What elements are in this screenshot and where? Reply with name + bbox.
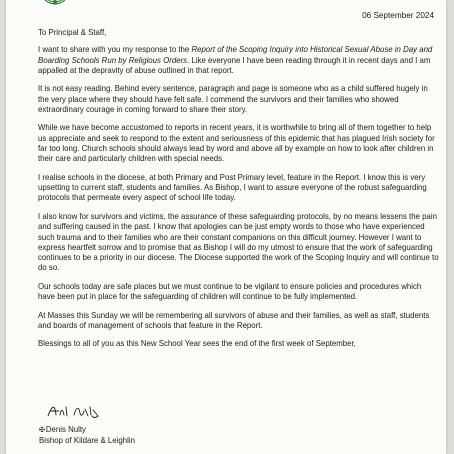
letter-date: 06 September 2024: [362, 11, 434, 20]
paragraph-1: [38, 45, 440, 76]
paragraph-4: I realise schools in the diocese, at both Primary and Post Primary level, feature in the Report. I know this is very upsetting to current staff, students and families. As Bishop, I want to assure everyone of the robust safeguarding protocols that permeate every aspect of school life today.: [38, 172, 427, 203]
signatory-name: [39, 425, 135, 436]
letter-body: [38, 28, 440, 358]
salutation: To Principal & Staff,: [38, 28, 107, 37]
signature-block: [39, 425, 135, 446]
paragraph-8: Blessings to all of you as this New School Year sees the end of the first week of September,: [38, 339, 356, 349]
diocese-crest-logo: [34, 0, 76, 12]
signatory-title: Bishop of Kildare & Leighlin: [39, 436, 135, 445]
paragraph-1-rest: . Like everyone I have been reading through it in recent days and I am appalled at the depravity of abuse outlined in that report.: [38, 55, 431, 75]
paragraph-7: At Masses this Sunday we will be remembering all survivors of abuse and their families, as well as staff, students and boards of management of schools that feature in the Report.: [38, 310, 430, 330]
bishop-cross-icon: ✠: [39, 427, 45, 434]
paragraph-1-intro: I want to share with you my response to the: [38, 45, 192, 55]
paragraph-6: Our schools today are safe places but we must continue to be vigilant to ensure policies and procedures which have been put in place for the safeguarding of children will continue to be fully implemented.: [38, 281, 422, 302]
paragraph-3: While we have become accustomed to reports in recent years, it is worthwhile to bring all of them together to help us appreciate and seek to respond to the extent and seriousness of this epidemic that has plagued Irish society for far too long. Church schools should always lead by word and above all by example on how to look after children in their care and particularly children with special needs.: [38, 123, 435, 164]
signatory-name-text: Denis Nulty: [45, 425, 86, 434]
letter-page: [6, 0, 446, 454]
report-title: Report of the Scoping Inquiry into Historical Sexual Abuse in Day and Boarding Schools Run by Religious Orders: [38, 45, 433, 65]
paragraph-5: I also know for survivors and victims, the assurance of these safeguarding protocols, by no means lessens the pain and suffering caused in the past. I know that apologies can be just empty words to those who have experienced such trauma and to their families who are their constant companions on this difficult journey. However I want to express heartfelt sorrow and to promise that as Bishop I will do my utmost to ensure that the work of safeguarding continues to be a priority in our diocese. The Diocese supported the work of the Scoping Inquiry and will continue to do so.: [38, 211, 439, 273]
handwritten-signature: [46, 403, 108, 419]
paragraph-2: It is not easy reading. Behind every sentence, paragraph and page is someone who as a child suffered hugely in the very place where they should have felt safe. I commend the survivors and their families who showed extraordinary courage in coming forward to share their story.: [38, 84, 428, 114]
